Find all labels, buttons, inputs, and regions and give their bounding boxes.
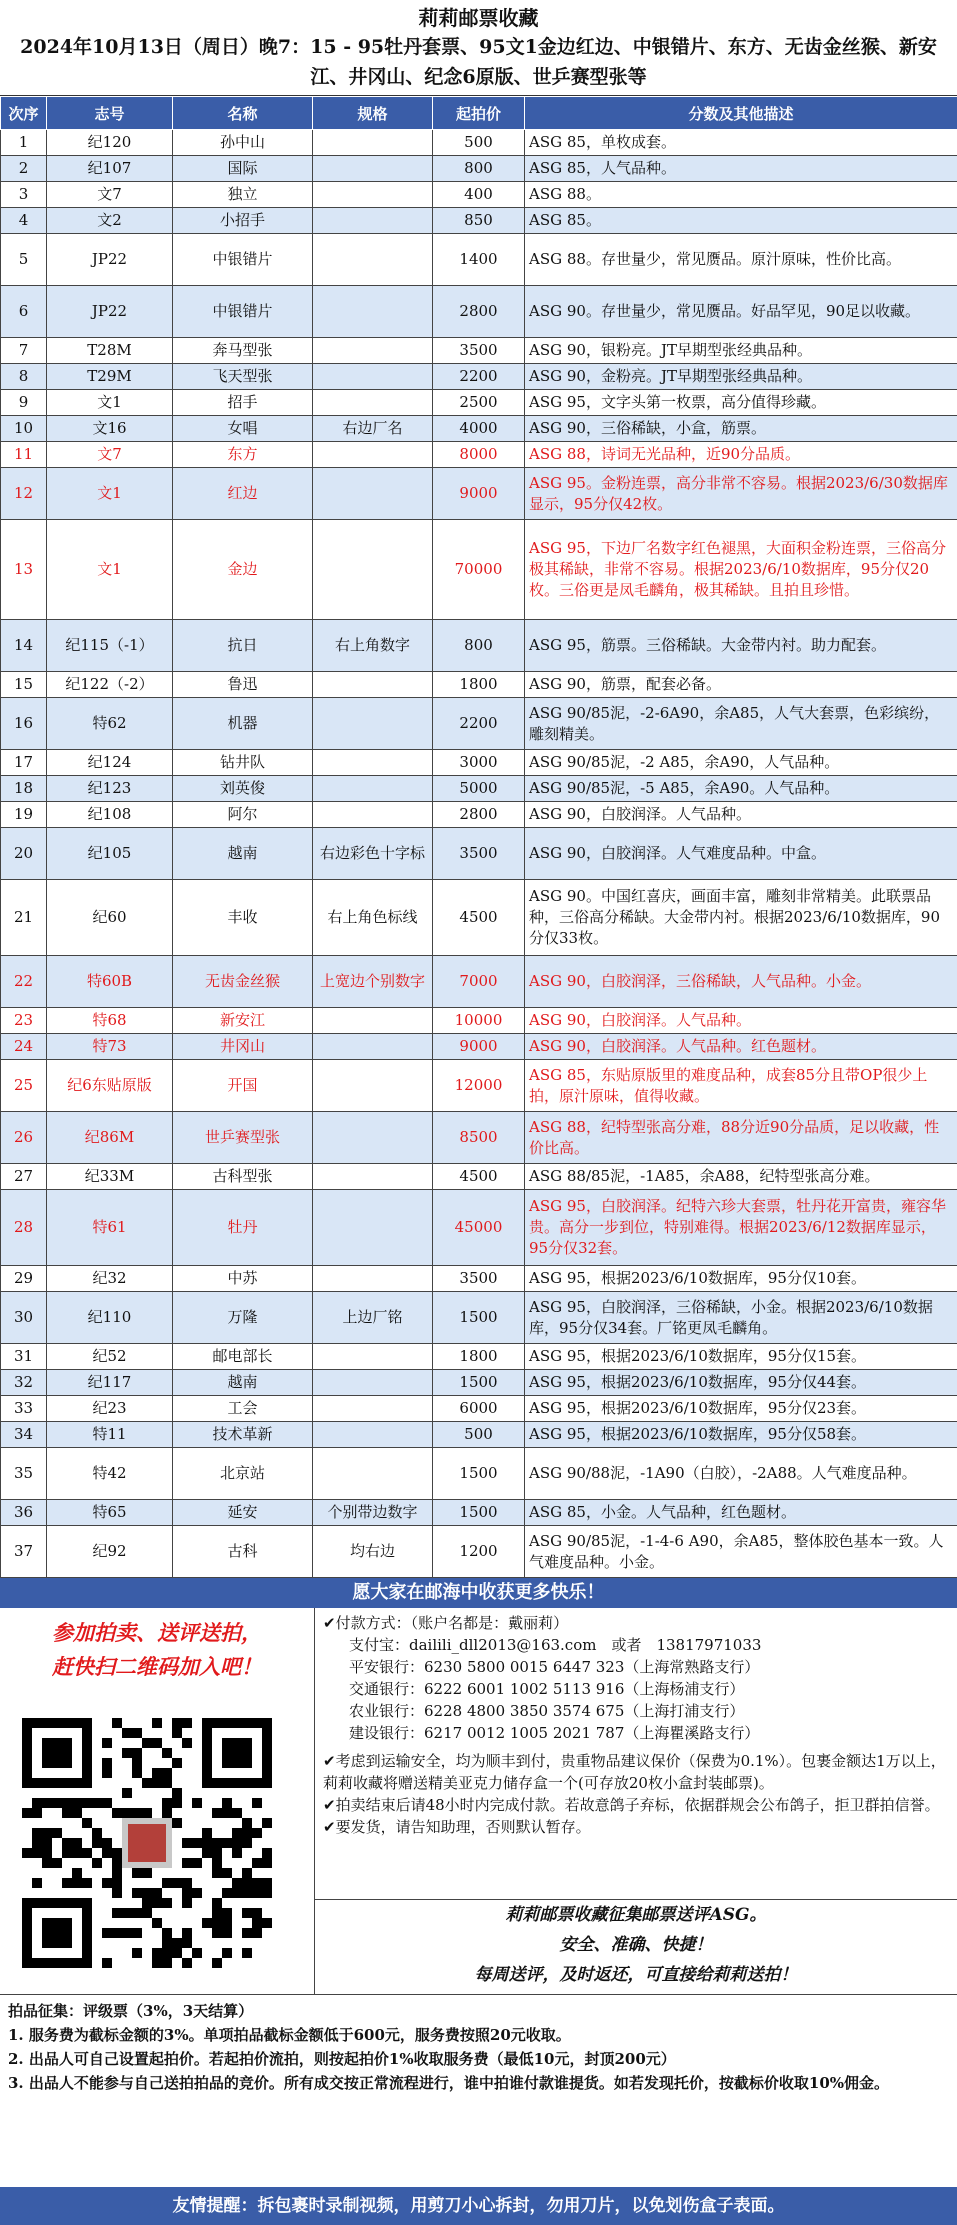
lot-spec: 右边厂名: [313, 416, 433, 442]
lot-name: 东方: [173, 442, 313, 468]
lot-number: 31: [1, 1344, 47, 1370]
lot-start-price: 9000: [433, 1034, 525, 1060]
lot-spec: [313, 1448, 433, 1500]
lot-code: 特65: [47, 1500, 173, 1526]
lot-description: ASG 88。: [525, 182, 957, 208]
lot-start-price: 3500: [433, 1266, 525, 1292]
lot-code: 文2: [47, 208, 173, 234]
table-row: [1, 390, 957, 416]
lot-spec: [313, 208, 433, 234]
lot-start-price: 1500: [433, 1448, 525, 1500]
recruit-line-3: 每周送评，及时返还，可直接给莉莉送拍！: [474, 1965, 798, 1985]
lot-code: 纪123: [47, 776, 173, 802]
lot-code: 纪92: [47, 1526, 173, 1578]
lot-name: 机器: [173, 698, 313, 750]
lot-name: 工会: [173, 1396, 313, 1422]
lot-name: 中银错片: [173, 234, 313, 286]
lots-body: [1, 130, 957, 1578]
lot-description: ASG 90，白胶润泽。人气品种。: [525, 1008, 957, 1034]
table-row: [1, 880, 957, 956]
lot-code: 特60B: [47, 956, 173, 1008]
header: [0, 0, 957, 96]
lot-name: 开国: [173, 1060, 313, 1112]
lot-name: 技术革新: [173, 1422, 313, 1448]
lot-name: 女唱: [173, 416, 313, 442]
lot-start-price: 6000: [433, 1396, 525, 1422]
lot-code: 纪124: [47, 750, 173, 776]
lot-code: 纪86M: [47, 1112, 173, 1164]
lot-start-price: 1500: [433, 1500, 525, 1526]
lot-description: ASG 90/85泥，-5 A85，余A90。人气品种。: [525, 776, 957, 802]
lot-code: 文7: [47, 182, 173, 208]
lot-number: 37: [1, 1526, 47, 1578]
fees-title: 拍品征集：评级票（3%，3天结算）: [8, 2002, 254, 2020]
lot-spec: [313, 364, 433, 390]
payment-intro: ✔付款方式：（账户名都是：戴丽莉）: [323, 1614, 569, 1632]
lot-spec: 个别带边数字: [313, 1500, 433, 1526]
lot-name: 越南: [173, 828, 313, 880]
lot-description: ASG 88，纪特型张高分难，88分近90分品质，足以收藏，性价比高。: [525, 1112, 957, 1164]
lot-start-price: 850: [433, 208, 525, 234]
bank-line: 建设银行：6217 0012 1005 2021 787（上海瞿溪路支行）: [349, 1724, 760, 1742]
dispatch-note: ✔要发货，请告知助理，否则默认暂存。: [323, 1818, 591, 1836]
table-row: [1, 1190, 957, 1266]
lot-number: 24: [1, 1034, 47, 1060]
lot-code: 特68: [47, 1008, 173, 1034]
table-row: [1, 468, 957, 520]
info-section: [0, 1608, 957, 1995]
lot-code: 纪52: [47, 1344, 173, 1370]
table-row: [1, 1500, 957, 1526]
col-header-spec: 规格: [313, 97, 433, 130]
lot-spec: [313, 1034, 433, 1060]
lot-number: 8: [1, 364, 47, 390]
lot-description: ASG 85，小金。人气品种，红色题材。: [525, 1500, 957, 1526]
lot-description: ASG 95，白胶润泽。纪特六珍大套票，牡丹花开富贵，雍容华贵。高分一步到位，特别难得。根据2023/6/12数据库显示，95分仅32套。: [525, 1190, 957, 1266]
lot-spec: [313, 1344, 433, 1370]
lot-number: 1: [1, 130, 47, 156]
lot-number: 2: [1, 156, 47, 182]
lot-code: 纪6东贴原版: [47, 1060, 173, 1112]
lot-code: 纪107: [47, 156, 173, 182]
bank-line: 农业银行：6228 4800 3850 3574 675（上海打浦支行）: [349, 1702, 745, 1720]
lot-start-price: 1500: [433, 1370, 525, 1396]
lot-description: ASG 90。中国红喜庆，画面丰富，雕刻非常精美。此联票品种，三俗高分稀缺。大金带内衬。根据2023/6/10数据库，90分仅33枚。: [525, 880, 957, 956]
lot-description: ASG 85，人气品种。: [525, 156, 957, 182]
lot-description: ASG 88，诗词无光品种，近90分品质。: [525, 442, 957, 468]
table-row: [1, 338, 957, 364]
lot-name: 鲁迅: [173, 672, 313, 698]
lot-name: 中苏: [173, 1266, 313, 1292]
table-row: [1, 620, 957, 672]
lot-number: 10: [1, 416, 47, 442]
lot-number: 30: [1, 1292, 47, 1344]
payment-panel: [315, 1608, 957, 1994]
lot-name: 招手: [173, 390, 313, 416]
lot-spec: [313, 390, 433, 416]
alipay-line: 支付宝：dailili_dll2013@163.com 或者 13817971033: [349, 1636, 762, 1654]
lot-description: ASG 90。存世量少，常见赝品。好品罕见，90足以收藏。: [525, 286, 957, 338]
table-row: [1, 416, 957, 442]
table-row: [1, 130, 957, 156]
lot-number: 19: [1, 802, 47, 828]
lot-description: ASG 90/85泥，-2 A85，余A90，人气品种。: [525, 750, 957, 776]
lot-description: ASG 95，根据2023/6/10数据库，95分仅58套。: [525, 1422, 957, 1448]
lot-name: 新安江: [173, 1008, 313, 1034]
lot-spec: [313, 234, 433, 286]
lot-number: 23: [1, 1008, 47, 1034]
lot-name: 刘英俊: [173, 776, 313, 802]
lot-description: ASG 85，单枚成套。: [525, 130, 957, 156]
table-row: [1, 672, 957, 698]
lot-start-price: 12000: [433, 1060, 525, 1112]
lot-code: 纪120: [47, 130, 173, 156]
table-row: [1, 1448, 957, 1500]
lot-code: T29M: [47, 364, 173, 390]
lot-code: T28M: [47, 338, 173, 364]
table-row: [1, 442, 957, 468]
table-row: [1, 364, 957, 390]
lot-start-price: 2800: [433, 802, 525, 828]
lot-description: ASG 95，根据2023/6/10数据库，95分仅44套。: [525, 1370, 957, 1396]
join-panel: [0, 1608, 315, 1994]
lot-number: 25: [1, 1060, 47, 1112]
table-row: [1, 1526, 957, 1578]
lot-number: 4: [1, 208, 47, 234]
lot-number: 3: [1, 182, 47, 208]
recruit-box: [315, 1899, 957, 1994]
table-row: [1, 1396, 957, 1422]
lot-number: 18: [1, 776, 47, 802]
lot-name: 古科: [173, 1526, 313, 1578]
lot-start-price: 7000: [433, 956, 525, 1008]
lot-description: ASG 90/85泥，-1-4-6 A90，余A85，整体胶色基本一致。人气难度品种。小金。: [525, 1526, 957, 1578]
shipping-note: ✔考虑到运输安全，均为顺丰到付，贵重物品建议保价（保费为0.1%）。包裹金额达1万以上，莉莉收藏将赠送精美亚克力储存盒一个(可存放20枚小盒封装邮票)。: [323, 1752, 946, 1792]
lot-start-price: 3500: [433, 828, 525, 880]
table-row: [1, 828, 957, 880]
lot-description: ASG 90，白胶润泽。人气难度品种。中盒。: [525, 828, 957, 880]
join-text: [0, 1608, 314, 1684]
lot-description: ASG 88/85泥，-1A85，余A88，纪特型张高分难。: [525, 1164, 957, 1190]
table-row: [1, 156, 957, 182]
lot-start-price: 3000: [433, 750, 525, 776]
lot-code: 纪122（-2）: [47, 672, 173, 698]
table-row: [1, 1292, 957, 1344]
lot-description: ASG 90，筋票，配套必备。: [525, 672, 957, 698]
lot-name: 红边: [173, 468, 313, 520]
lot-start-price: 800: [433, 620, 525, 672]
lot-number: 7: [1, 338, 47, 364]
lot-name: 金边: [173, 520, 313, 620]
lot-start-price: 9000: [433, 468, 525, 520]
lot-spec: [313, 286, 433, 338]
lot-number: 14: [1, 620, 47, 672]
lot-number: 27: [1, 1164, 47, 1190]
lot-description: ASG 90/85泥，-2-6A90，余A85，人气大套票，色彩缤纷，雕刻精美。: [525, 698, 957, 750]
lot-name: 丰收: [173, 880, 313, 956]
lot-code: 特62: [47, 698, 173, 750]
lot-description: ASG 95。金粉连票，高分非常不容易。根据2023/6/30数据库显示，95分仅42枚。: [525, 468, 957, 520]
lot-name: 小招手: [173, 208, 313, 234]
lot-code: 文1: [47, 520, 173, 620]
lot-code: 特11: [47, 1422, 173, 1448]
lot-start-price: 8500: [433, 1112, 525, 1164]
lot-start-price: 1800: [433, 672, 525, 698]
lot-name: 越南: [173, 1370, 313, 1396]
lot-spec: [313, 750, 433, 776]
col-header-order: 次序: [1, 97, 47, 130]
lot-name: 牡丹: [173, 1190, 313, 1266]
lot-start-price: 800: [433, 156, 525, 182]
lot-start-price: 45000: [433, 1190, 525, 1266]
lot-number: 26: [1, 1112, 47, 1164]
lot-name: 万隆: [173, 1292, 313, 1344]
lot-spec: [313, 130, 433, 156]
lot-spec: [313, 776, 433, 802]
lot-start-price: 2200: [433, 364, 525, 390]
lot-number: 17: [1, 750, 47, 776]
lot-spec: [313, 1164, 433, 1190]
lot-code: JP22: [47, 234, 173, 286]
lot-code: 特61: [47, 1190, 173, 1266]
lot-number: 13: [1, 520, 47, 620]
lot-number: 29: [1, 1266, 47, 1292]
lot-start-price: 4000: [433, 416, 525, 442]
lot-description: ASG 95，筋票。三俗稀缺。大金带内衬。助力配套。: [525, 620, 957, 672]
lot-number: 32: [1, 1370, 47, 1396]
table-header-row: [1, 97, 957, 130]
table-row: [1, 1344, 957, 1370]
lot-code: 纪33M: [47, 1164, 173, 1190]
lot-code: 纪23: [47, 1396, 173, 1422]
lot-start-price: 1500: [433, 1292, 525, 1344]
col-header-price: 起拍价: [433, 97, 525, 130]
lot-start-price: 3500: [433, 338, 525, 364]
col-header-code: 志号: [47, 97, 173, 130]
lot-spec: [313, 1422, 433, 1448]
lot-number: 6: [1, 286, 47, 338]
lot-name: 抗日: [173, 620, 313, 672]
lot-start-price: 10000: [433, 1008, 525, 1034]
table-row: [1, 208, 957, 234]
lot-start-price: 1200: [433, 1526, 525, 1578]
lot-start-price: 70000: [433, 520, 525, 620]
lot-code: 特42: [47, 1448, 173, 1500]
lot-spec: [313, 1370, 433, 1396]
lot-spec: [313, 442, 433, 468]
lot-code: 纪60: [47, 880, 173, 956]
page-title: 莉莉邮票收藏: [418, 6, 539, 30]
lot-code: 文1: [47, 390, 173, 416]
lot-description: ASG 90，三俗稀缺，小盒，筋票。: [525, 416, 957, 442]
lot-start-price: 2800: [433, 286, 525, 338]
lot-description: ASG 90，白胶润泽。人气品种。红色题材。: [525, 1034, 957, 1060]
lot-spec: 均右边: [313, 1526, 433, 1578]
table-row: [1, 750, 957, 776]
table-row: [1, 698, 957, 750]
lot-description: ASG 90，白胶润泽。人气品种。: [525, 802, 957, 828]
lot-name: 世乒赛型张: [173, 1112, 313, 1164]
lot-description: ASG 85，东贴原版里的难度品种，成套85分且带OP很少上拍，原汁原味，值得收藏。: [525, 1060, 957, 1112]
lot-spec: 上边厂铭: [313, 1292, 433, 1344]
lot-start-price: 4500: [433, 1164, 525, 1190]
fee-item: 2. 出品人可自己设置起拍价。若起拍价流拍，则按起拍价1%收取服务费（最低10元，封顶200元）: [8, 2050, 676, 2068]
lot-description: ASG 90，金粉亮。JT早期型张经典品种。: [525, 364, 957, 390]
col-header-desc: 分数及其他描述: [525, 97, 957, 130]
payment-deadline-note: ✔拍卖结束后请48小时内完成付款。若故意鸽子弃标，依据群规会公布鸽子，拒卫群拍信誉。: [323, 1796, 940, 1814]
lot-description: ASG 95，根据2023/6/10数据库，95分仅23套。: [525, 1396, 957, 1422]
lot-number: 33: [1, 1396, 47, 1422]
table-row: [1, 1034, 957, 1060]
lot-spec: [313, 468, 433, 520]
lot-number: 16: [1, 698, 47, 750]
table-row: [1, 1422, 957, 1448]
lot-description: ASG 90，银粉亮。JT早期型张经典品种。: [525, 338, 957, 364]
lot-description: ASG 95，根据2023/6/10数据库，95分仅10套。: [525, 1266, 957, 1292]
fee-item: 1. 服务费为截标金额的3%。单项拍品截标金额低于600元，服务费按照20元收取。: [8, 2026, 571, 2044]
lot-number: 5: [1, 234, 47, 286]
table-row: [1, 802, 957, 828]
lot-spec: [313, 1190, 433, 1266]
table-row: [1, 1112, 957, 1164]
bank-line: 交通银行：6222 6001 1002 5113 916（上海杨浦支行）: [349, 1680, 745, 1698]
table-row: [1, 1266, 957, 1292]
lot-spec: 上宽边个别数字: [313, 956, 433, 1008]
qr-code-icon[interactable]: [22, 1718, 272, 1968]
lot-number: 11: [1, 442, 47, 468]
lot-spec: [313, 802, 433, 828]
table-row: [1, 286, 957, 338]
lot-code: 纪32: [47, 1266, 173, 1292]
lot-name: 古科型张: [173, 1164, 313, 1190]
lot-name: 阿尔: [173, 802, 313, 828]
lot-number: 12: [1, 468, 47, 520]
lot-number: 22: [1, 956, 47, 1008]
lot-description: ASG 95，根据2023/6/10数据库，95分仅15套。: [525, 1344, 957, 1370]
lot-spec: [313, 1008, 433, 1034]
lot-name: 井冈山: [173, 1034, 313, 1060]
lot-code: 纪105: [47, 828, 173, 880]
lot-start-price: 400: [433, 182, 525, 208]
lot-code: 纪117: [47, 1370, 173, 1396]
lot-description: ASG 85。: [525, 208, 957, 234]
lot-spec: [313, 156, 433, 182]
fees-section: [0, 1995, 957, 2171]
lot-name: 钻井队: [173, 750, 313, 776]
lot-name: 奔马型张: [173, 338, 313, 364]
lot-description: ASG 90/88泥，-1A90（白胶），-2A88。人气难度品种。: [525, 1448, 957, 1500]
lot-name: 孙中山: [173, 130, 313, 156]
lot-code: 纪110: [47, 1292, 173, 1344]
lot-name: 北京站: [173, 1448, 313, 1500]
table-row: [1, 956, 957, 1008]
lot-number: 9: [1, 390, 47, 416]
lot-start-price: 5000: [433, 776, 525, 802]
lot-start-price: 1800: [433, 1344, 525, 1370]
lot-spec: [313, 1060, 433, 1112]
lot-code: 特73: [47, 1034, 173, 1060]
lot-spec: [313, 1266, 433, 1292]
fee-item: 3. 出品人不能参与自己送拍拍品的竞价。所有成交按正常流程进行，谁中拍谁付款谁提货。如若发现托价，按截标价收取10%佣金。: [8, 2074, 890, 2092]
lot-start-price: 8000: [433, 442, 525, 468]
lot-description: ASG 95，白胶润泽，三俗稀缺，小金。根据2023/6/10数据库，95分仅34套。厂铭更凤毛麟角。: [525, 1292, 957, 1344]
join-line-2: 赶快扫二维码加入吧！: [52, 1654, 262, 1679]
lot-spec: 右边彩色十字标: [313, 828, 433, 880]
lot-name: 国际: [173, 156, 313, 182]
lot-start-price: 500: [433, 130, 525, 156]
table-row: [1, 182, 957, 208]
table-row: [1, 520, 957, 620]
lot-spec: [313, 182, 433, 208]
bank-line: 平安银行：6230 5800 0015 6447 323（上海常熟路支行）: [349, 1658, 760, 1676]
lot-name: 飞天型张: [173, 364, 313, 390]
lot-spec: [313, 698, 433, 750]
lot-spec: [313, 520, 433, 620]
lot-code: JP22: [47, 286, 173, 338]
lot-name: 中银错片: [173, 286, 313, 338]
table-row: [1, 234, 957, 286]
lot-description: ASG 88。存世量少，常见赝品。原汁原味，性价比高。: [525, 234, 957, 286]
lot-number: 36: [1, 1500, 47, 1526]
lot-description: ASG 95，下边厂名数字红色褪黑，大面积金粉连票，三俗高分极其稀缺，非常不容易。根据2023/6/10数据库，95分仅20枚。三俗更是凤毛麟角，极其稀缺。且拍且珍惜。: [525, 520, 957, 620]
recruit-line-2: 安全、准确、快捷！: [559, 1935, 713, 1955]
join-line-1: 参加拍卖、送评送拍，: [52, 1620, 262, 1645]
lot-start-price: 500: [433, 1422, 525, 1448]
lot-number: 35: [1, 1448, 47, 1500]
banner: 愿大家在邮海中收获更多快乐！: [0, 1578, 957, 1608]
col-header-name: 名称: [173, 97, 313, 130]
table-row: [1, 1370, 957, 1396]
auction-subtitle: 2024年10月13日（周日）晚7：15 - 95牡丹套票、95文1金边红边、中银错片、东方、无齿金丝猴、新安江、井冈山、纪念6原版、世乒赛型张等: [20, 36, 937, 88]
lot-number: 21: [1, 880, 47, 956]
lot-start-price: 2200: [433, 698, 525, 750]
lot-spec: [313, 672, 433, 698]
lot-spec: [313, 1112, 433, 1164]
table-row: [1, 1164, 957, 1190]
lot-code: 纪115（-1）: [47, 620, 173, 672]
lot-number: 34: [1, 1422, 47, 1448]
lot-spec: [313, 338, 433, 364]
lot-number: 28: [1, 1190, 47, 1266]
lot-name: 延安: [173, 1500, 313, 1526]
lot-start-price: 4500: [433, 880, 525, 956]
recruit-line-1: 莉莉邮票收藏征集邮票送评ASG。: [505, 1905, 767, 1925]
lot-description: ASG 90，白胶润泽，三俗稀缺，人气品种。小金。: [525, 956, 957, 1008]
lot-name: 邮电部长: [173, 1344, 313, 1370]
table-row: [1, 1060, 957, 1112]
lot-description: ASG 95，文字头第一枚票，高分值得珍藏。: [525, 390, 957, 416]
table-row: [1, 776, 957, 802]
lot-number: 20: [1, 828, 47, 880]
lot-spec: 右上角数字: [313, 620, 433, 672]
lot-start-price: 1400: [433, 234, 525, 286]
lot-code: 文7: [47, 442, 173, 468]
footer-reminder: 友情提醒：拆包裹时录制视频，用剪刀小心拆封，勿用刀片，以免划伤盒子表面。: [0, 2187, 957, 2225]
lot-name: 独立: [173, 182, 313, 208]
lot-code: 文1: [47, 468, 173, 520]
lot-code: 文16: [47, 416, 173, 442]
lot-start-price: 2500: [433, 390, 525, 416]
lots-table: [0, 96, 957, 1578]
lot-spec: [313, 1396, 433, 1422]
table-row: [1, 1008, 957, 1034]
lot-spec: 右上角色标线: [313, 880, 433, 956]
lot-code: 纪108: [47, 802, 173, 828]
lot-name: 无齿金丝猴: [173, 956, 313, 1008]
lot-number: 15: [1, 672, 47, 698]
